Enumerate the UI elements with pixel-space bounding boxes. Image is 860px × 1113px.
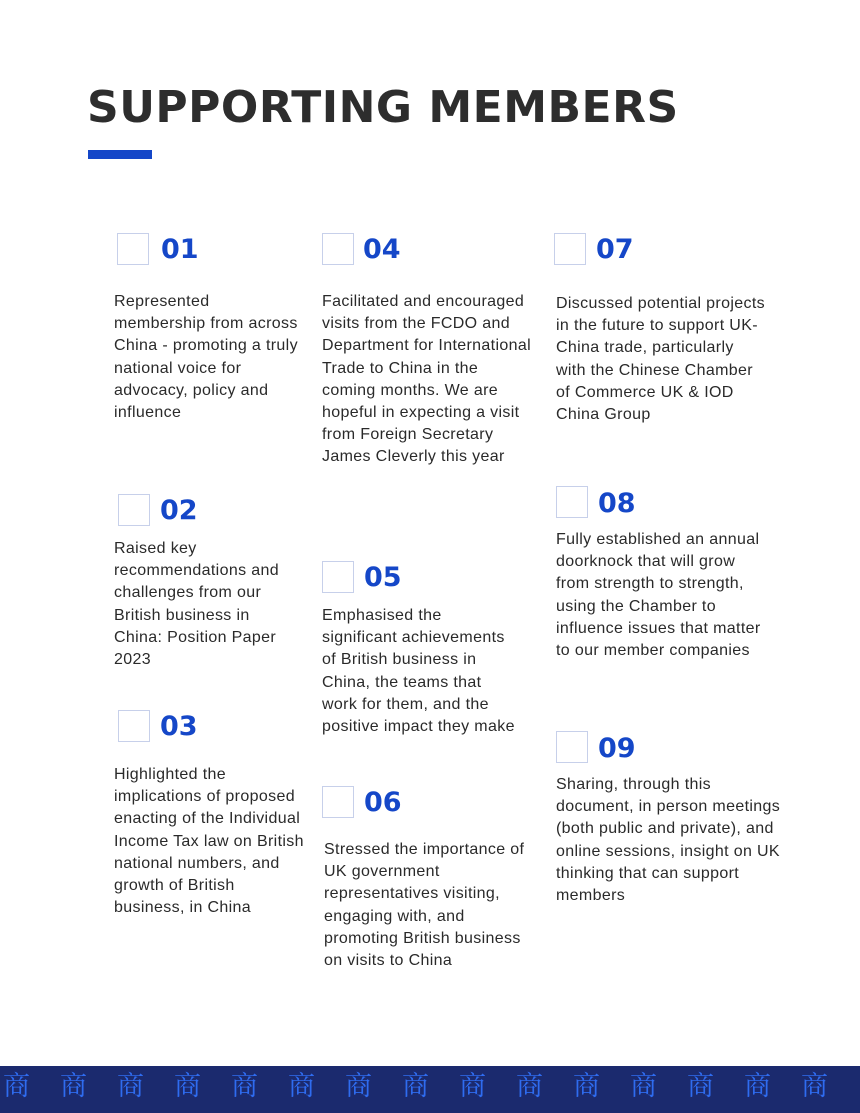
item-description: Discussed potential projects in the future to support UK-China trade, particularly with the Chinese Chamber of Commerce UK & IOD China Group (556, 295, 766, 424)
footer-pattern-glyph-icon: 商 (117, 1071, 144, 1102)
page-title: SUPPORTING MEMBERS (87, 82, 679, 133)
footer-pattern-glyph-icon: 商 (744, 1071, 771, 1102)
item-number: 05 (364, 562, 402, 593)
checkbox-icon (118, 710, 150, 742)
item-number: 04 (363, 234, 401, 265)
item-description: Stressed the importance of UK government representatives visiting, engaging with, and promoting British business on visits to China (324, 841, 525, 970)
footer-pattern-glyph-icon: 商 (516, 1071, 543, 1102)
item-description: Sharing, through this document, in person meetings (both public and private), and online sessions, insight on UK thinking that can support members (556, 776, 781, 905)
checkbox-icon (556, 486, 588, 518)
checkbox-icon (554, 233, 586, 265)
item-number: 01 (161, 234, 199, 265)
checkbox-icon (556, 731, 588, 763)
footer-pattern-glyph-icon: 商 (573, 1071, 600, 1102)
footer-pattern-glyph-icon: 商 (459, 1071, 486, 1102)
title-underline (88, 150, 152, 159)
footer-pattern-glyph-icon: 商 (402, 1071, 429, 1102)
footer-pattern-glyph-icon: 商 (288, 1071, 315, 1102)
item-description: Fully established an annual doorknock that will grow from strength to strength, using the Chamber to influence issues that matter to our member companies (556, 531, 761, 660)
item-number: 07 (596, 234, 634, 265)
item-description: Emphasised the significant achievements of British business in China, the teams that work for them, and the positive impact they make (322, 607, 515, 736)
footer-pattern-glyph-icon: 商 (687, 1071, 714, 1102)
checkbox-icon (322, 786, 354, 818)
item-number: 03 (160, 711, 198, 742)
item-description: Facilitated and encouraged visits from the FCDO and Department for International Trade to China in the coming months. We are hopeful in expecting a visit from Foreign Secretary James Cleverly this year (322, 293, 532, 466)
footer-pattern-band (0, 1066, 860, 1113)
footer-pattern-glyph-icon: 商 (630, 1071, 657, 1102)
checkbox-icon (118, 494, 150, 526)
footer-pattern-glyph-icon: 商 (345, 1071, 372, 1102)
footer-pattern-glyph-icon: 商 (231, 1071, 258, 1102)
footer-pattern-glyph-icon: 商 (60, 1071, 87, 1102)
checkbox-icon (322, 561, 354, 593)
item-number: 02 (160, 495, 198, 526)
checkbox-icon (322, 233, 354, 265)
item-number: 06 (364, 787, 402, 818)
footer-pattern-glyph-icon: 商 (174, 1071, 201, 1102)
item-description: Represented membership from across China - promoting a truly national voice for advocacy, policy and influence (114, 293, 298, 422)
checkbox-icon (117, 233, 149, 265)
footer-pattern-glyph-icon: 商 (801, 1071, 828, 1102)
item-description: Highlighted the implications of proposed enacting of the Individual Income Tax law on British national numbers, and growth of British business, in China (114, 766, 304, 917)
item-description: Raised key recommendations and challenges from our British business in China: Position Paper 2023 (114, 540, 279, 669)
item-number: 09 (598, 733, 636, 764)
footer-pattern-glyph-icon: 商 (3, 1071, 30, 1102)
item-number: 08 (598, 488, 636, 519)
